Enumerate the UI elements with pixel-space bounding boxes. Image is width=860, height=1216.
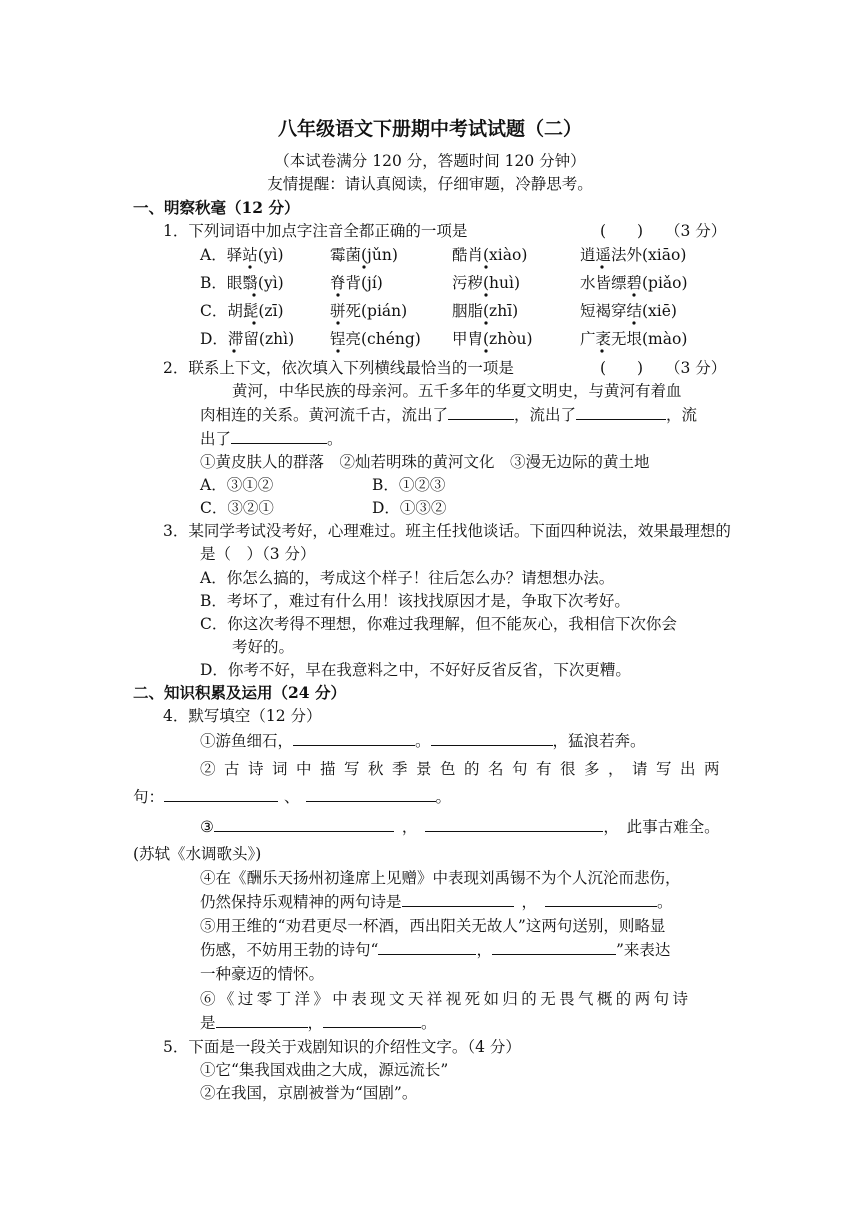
q4-item2-text-a: 句：: [133, 788, 165, 806]
emphasis-dot: [336, 349, 339, 352]
emphasis-dot: [600, 349, 603, 352]
q4-item1-text-b: 。: [415, 732, 431, 750]
q1-option-a-1: A．驿站(yì): [200, 246, 284, 264]
q2-passage-line1: 黄河，中华民族的母亲河。五千多年的华夏文明史，与黄河有着血: [232, 382, 682, 400]
q4-item4-text-c: 。: [657, 893, 673, 911]
q4-item2-text-b: 、: [284, 788, 300, 806]
q2-option-d: D．①③②: [372, 499, 447, 517]
q4-item6-text-b: ，: [307, 1014, 324, 1032]
q1-option-b-2: 脊背(jí): [330, 274, 383, 292]
q4-item4-text-a: 仍然保持乐观精神的两句诗是: [200, 893, 402, 911]
q3-stem-cont: 是（ ）（3 分）: [200, 545, 316, 563]
page-title: 八年级语文下册期中考试试题（二）: [277, 118, 582, 140]
q4-item5-text-c: ”来表达: [615, 941, 671, 959]
q4-item1-text-a: ①游鱼细石，: [200, 732, 294, 750]
q3-option-c-cont: 考好的。: [232, 638, 295, 656]
emphasis-dot: [252, 321, 255, 324]
q1-option-b-1: B．眼翳(yì): [200, 274, 284, 292]
q1-option-a-4: 逍遥法外(xiāo): [580, 246, 687, 264]
emphasis-dot: [632, 321, 635, 324]
emphasis-dot: [362, 265, 365, 268]
q1-option-c-2: 骈死(pián): [330, 302, 408, 320]
q1-option-c-3: 胭脂(zhī): [452, 302, 519, 320]
emphasis-dot: [484, 349, 487, 352]
emphasis-dot: [336, 321, 339, 324]
q3-option-a: A．你怎么搞的，考成这个样子！往后怎么办？请想想办法。: [200, 569, 615, 587]
q2-choices: ①黄皮肤人的群落 ②灿若明珠的黄河文化 ③漫无边际的黄土地: [200, 453, 650, 471]
q2-text-e: 。: [327, 430, 343, 448]
q2-text-d: 出了: [200, 430, 232, 448]
reminder: 友情提醒：请认真阅读，仔细审题，冷静思考。: [267, 175, 593, 193]
emphasis-dot: [252, 293, 255, 296]
q1-option-d-3: 甲胄(zhòu): [452, 330, 533, 348]
q3-option-c: C．你这次考得不理想，你难过我理解，但不能灰心，我相信下次你会: [200, 615, 677, 633]
q4-item6-text-c: 。: [421, 1014, 437, 1032]
q5-sentence-2: ②在我国，京剧被誉为“国剧”。: [200, 1084, 418, 1102]
q1-option-d-1: D．滞留(zhì): [200, 330, 295, 348]
q4-item3-text-c: ， 此事古难全。: [603, 818, 720, 836]
q4-item3-source: (苏轼《水调歌头》): [133, 845, 262, 863]
q1-option-d-2: 锃亮(chéng): [330, 330, 421, 348]
q4-item3-text-b: ，: [401, 818, 418, 836]
section-heading-2: 二、知识积累及运用（24 分）: [133, 683, 346, 702]
q2-stem: 2．联系上下文，依次填入下列横线最恰当的一项是: [163, 359, 514, 377]
q3-stem: 3．某同学考试没考好，心理难过。班主任找他谈话。下面四种说法，效果最理想的: [163, 522, 731, 540]
emphasis-dot: [484, 293, 487, 296]
q2-option-c: C．③②①: [200, 499, 274, 517]
section-heading-1: 一、明察秋毫（12 分）: [133, 198, 300, 217]
q1-score: （3 分）: [665, 222, 727, 240]
emphasis-dot: [484, 321, 487, 324]
subtitle: （本试卷满分 120 分，答题时间 120 分钟）: [274, 152, 586, 170]
q2-answer-paren[interactable]: ( ): [600, 359, 644, 377]
q5-stem: 5．下面是一段关于戏剧知识的介绍性文字。（4 分）: [163, 1038, 521, 1056]
q4-stem: 4．默写填空（12 分）: [163, 707, 322, 725]
q5-sentence-1: ①它“集我国戏曲之大成，源远流长”: [200, 1061, 449, 1079]
q3-option-d: D．你考不好，早在我意料之中，不好好反省反省，下次更糟。: [200, 661, 631, 679]
q4-item2-text-c: 。: [435, 788, 452, 806]
q4-item5-line3: 一种豪迈的情怀。: [200, 965, 325, 983]
q2-text-a: 肉相连的关系。黄河流千古，流出了: [200, 406, 449, 424]
q4-item6-line1: ⑥《过零丁洋》中表现文天祥视死如归的无畏气概的两句诗: [200, 990, 692, 1008]
q1-option-c-4: 短褐穿结(xiē): [580, 302, 677, 320]
q2-text-b: ，流出了: [514, 406, 577, 424]
q1-stem: 1．下列词语中加点字注音全都正确的一项是: [163, 222, 468, 240]
q3-option-b: B．考坏了，难过有什么用！该找找原因才是，争取下次考好。: [200, 592, 630, 610]
q4-item5-line1: ⑤用王维的“劝君更尽一杯酒，西出阳关无故人”这两句送别，则略显: [200, 917, 666, 935]
emphasis-dot: [484, 265, 487, 268]
q1-option-b-4: 水皆缥碧(piǎo): [580, 274, 688, 292]
emphasis-dot: [248, 265, 251, 268]
q4-item2: ②古诗词中描写秋季景色的名句有很多，请写出两: [200, 760, 729, 778]
q4-item3-text-a: ③: [200, 818, 214, 836]
emphasis-dot: [600, 265, 603, 268]
q1-option-c-1: C．胡髭(zī): [200, 302, 284, 320]
emphasis-dot: [632, 293, 635, 296]
emphasis-dot: [336, 293, 339, 296]
q1-option-a-3: 酷肖(xiào): [452, 246, 528, 264]
q4-item1-text-c: ，猛浪若奔。: [552, 732, 646, 750]
q4-item4-text-b: ，: [521, 893, 538, 911]
q2-text-c: ，流: [666, 406, 698, 424]
q1-option-d-4: 广袤无垠(mào): [580, 330, 688, 348]
q4-item4-line1: ④在《酬乐天扬州初逢席上见赠》中表现刘禹锡不为个人沉沦而悲伤，: [200, 869, 681, 887]
q2-score: （3 分）: [665, 359, 727, 377]
emphasis-dot: [232, 349, 235, 352]
q1-option-a-2: 霉菌(jǔn): [330, 246, 398, 264]
q4-item5-text-b: ，: [476, 941, 492, 959]
q2-option-a: A．③①②: [200, 476, 274, 494]
q1-option-b-3: 污秽(huì): [452, 274, 521, 292]
q4-item5-text-a: 伤感，不妨用王勃的诗句“: [200, 941, 379, 959]
q2-option-b: B．①②③: [372, 476, 446, 494]
q1-answer-paren[interactable]: ( ): [600, 222, 644, 240]
q4-item6-text-a: 是: [200, 1014, 216, 1032]
